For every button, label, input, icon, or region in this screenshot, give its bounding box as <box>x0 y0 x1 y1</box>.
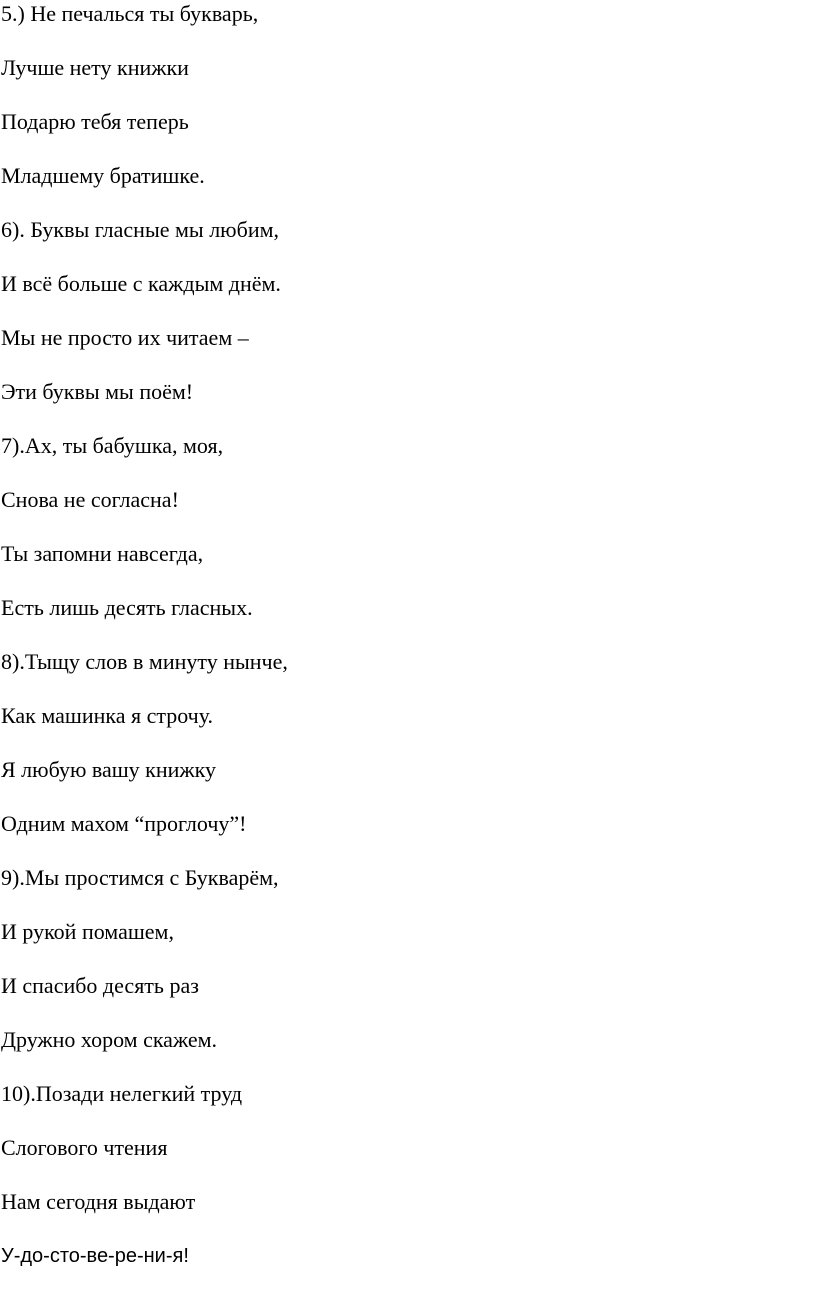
poem-line: 6). Буквы гласные мы любим, <box>1 217 280 242</box>
poem-line: И рукой помашем, <box>1 919 174 944</box>
poem-line: Ты запомни навсегда, <box>1 541 204 566</box>
poem-line: 10).Позади нелегкий труд <box>1 1081 243 1106</box>
poem-line: Дружно хором скажем. <box>1 1027 218 1052</box>
poem-line: Нам сегодня выдают <box>1 1189 196 1214</box>
poem-line: Слогового чтения <box>1 1135 168 1160</box>
poem-line: 9).Мы простимся с Букварём, <box>1 865 279 890</box>
poem-line: Есть лишь десять гласных. <box>1 595 253 620</box>
poem-line: 5.) Не печалься ты букварь, <box>1 1 259 26</box>
poem-line: Как машинка я строчу. <box>1 703 214 728</box>
poem-line: У-до-сто-ве-ре-ни-я! <box>1 1245 189 1267</box>
poem-line: Мы не просто их читаем – <box>1 325 249 350</box>
poem-line: И спасибо десять раз <box>1 973 199 998</box>
poem-line: Подарю тебя теперь <box>1 109 189 134</box>
poem-line: Младшему братишке. <box>1 163 205 188</box>
poem-line: Я любую вашу книжку <box>1 757 216 782</box>
poem-line: Снова не согласна! <box>1 487 179 512</box>
poem-line: Одним махом “проглочу”! <box>1 811 247 836</box>
poem-line: И всё больше с каждым днём. <box>1 271 281 296</box>
poem-line: Лучше нету книжки <box>1 55 189 80</box>
poem-line: Эти буквы мы поём! <box>1 379 194 404</box>
poem-line: 7).Ах, ты бабушка, моя, <box>1 433 224 458</box>
poem-line: 8).Тыщу слов в минуту нынче, <box>1 649 288 674</box>
